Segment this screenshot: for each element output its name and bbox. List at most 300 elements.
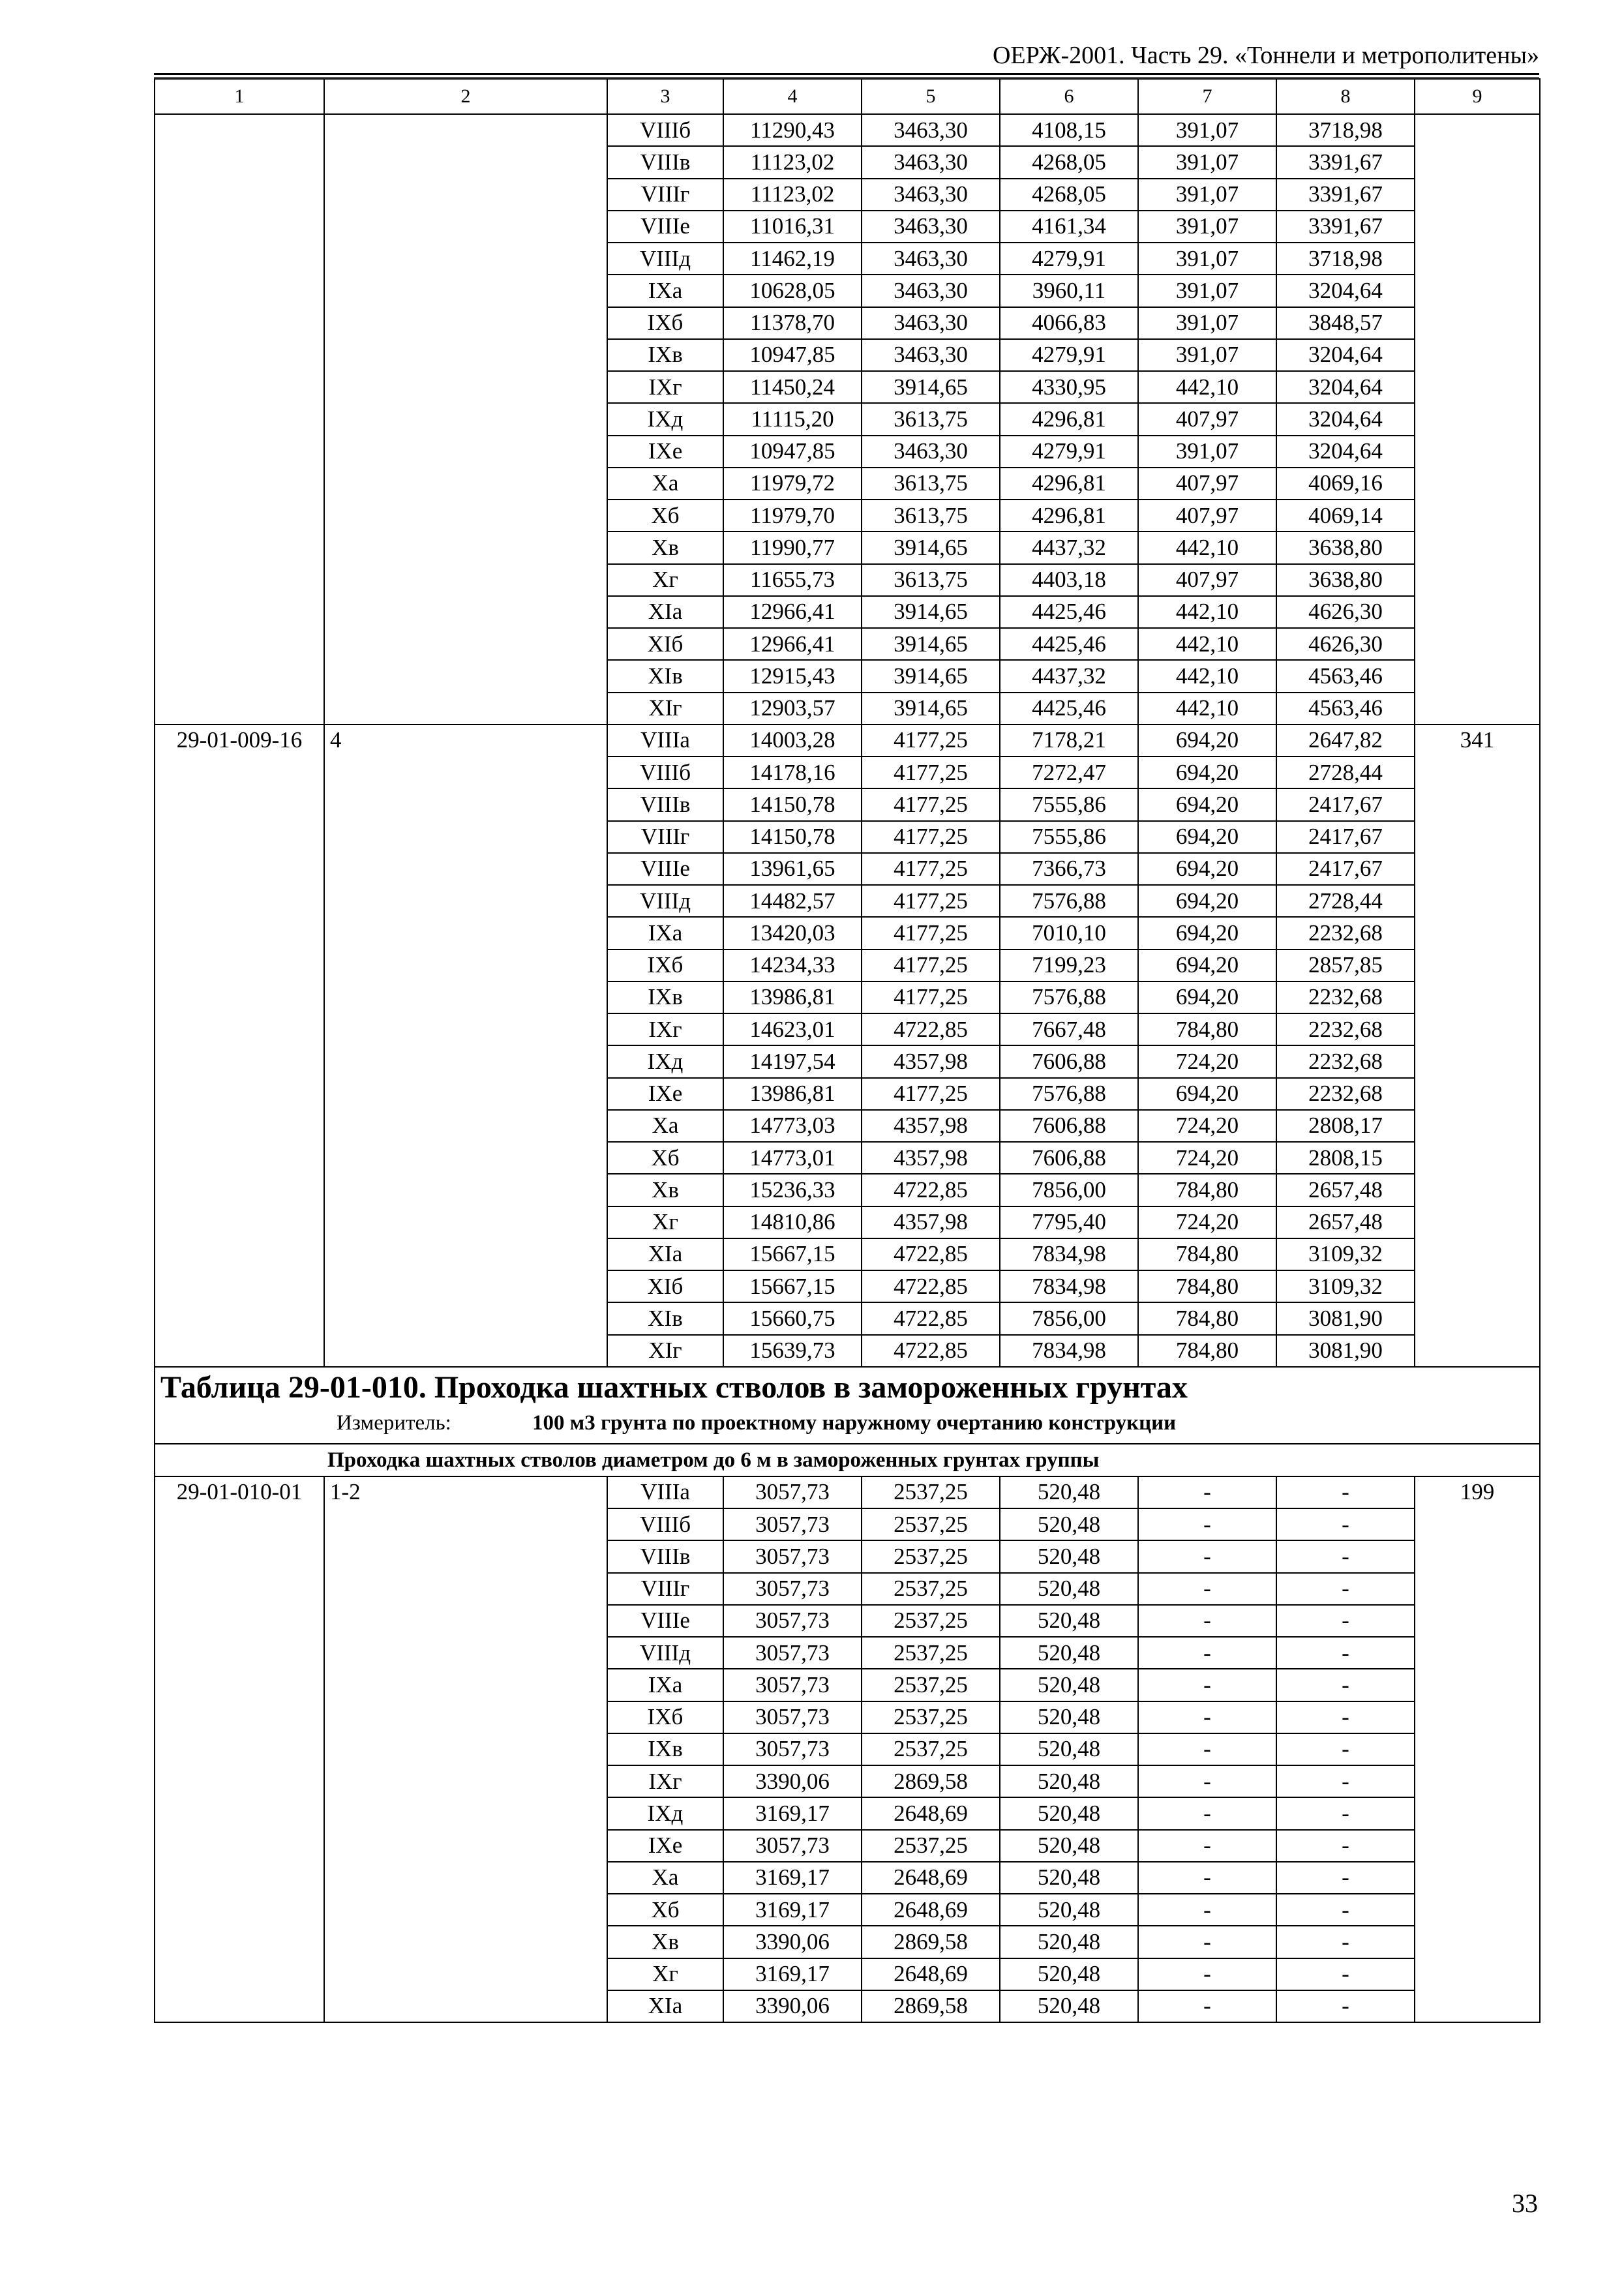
total-cost-cell: 3390,06 [723, 1990, 862, 2022]
region-cell: VIIIб [607, 114, 723, 146]
machines-cell: 520,48 [1000, 1958, 1138, 1990]
machines-cell: 4161,34 [1000, 211, 1138, 243]
region-cell: XIа [607, 1990, 723, 2022]
region-cell: XIг [607, 693, 723, 725]
wages-cell: 3463,30 [862, 275, 1000, 307]
materials-cell: 3718,98 [1276, 243, 1415, 275]
machines-cell: 520,48 [1000, 1990, 1138, 2022]
machines-cell: 7834,98 [1000, 1335, 1138, 1367]
wages-cell: 4722,85 [862, 1174, 1000, 1206]
region-cell: IXд [607, 403, 723, 435]
operator-wages-cell: 442,10 [1138, 531, 1276, 563]
wages-cell: 4177,25 [862, 1078, 1000, 1110]
materials-cell: 4069,16 [1276, 468, 1415, 500]
materials-cell: 4626,30 [1276, 596, 1415, 628]
wages-cell: 3914,65 [862, 531, 1000, 563]
operator-wages-cell: - [1138, 1990, 1276, 2022]
wages-cell: 4722,85 [862, 1013, 1000, 1045]
wages-cell: 2648,69 [862, 1797, 1000, 1829]
total-cost-cell: 3169,17 [723, 1797, 862, 1829]
wages-cell: 3613,75 [862, 403, 1000, 435]
machines-cell: 7856,00 [1000, 1174, 1138, 1206]
materials-cell: - [1276, 1990, 1415, 2022]
materials-cell: - [1276, 1862, 1415, 1894]
operator-wages-cell: - [1138, 1637, 1276, 1669]
region-cell: IXв [607, 1733, 723, 1765]
materials-cell: - [1276, 1669, 1415, 1701]
region-cell: XIб [607, 628, 723, 660]
materials-cell: - [1276, 1701, 1415, 1733]
materials-cell: - [1276, 1637, 1415, 1669]
table-subtitle-cell [155, 1444, 1540, 1476]
total-cost-cell: 3057,73 [723, 1540, 862, 1572]
total-cost-cell: 15639,73 [723, 1335, 862, 1367]
operator-wages-cell: - [1138, 1733, 1276, 1765]
operator-wages-cell: 694,20 [1138, 981, 1276, 1013]
rate-code-cell: 29-01-009-16 [155, 725, 324, 1367]
wages-cell: 4177,25 [862, 885, 1000, 917]
machines-cell: 520,48 [1000, 1862, 1138, 1894]
materials-cell: 3081,90 [1276, 1335, 1415, 1367]
operator-wages-cell: 391,07 [1138, 211, 1276, 243]
region-cell: IXе [607, 1078, 723, 1110]
materials-cell: - [1276, 1830, 1415, 1862]
wages-cell: 3463,30 [862, 114, 1000, 146]
wages-cell: 4357,98 [862, 1142, 1000, 1174]
materials-cell: - [1276, 1765, 1415, 1797]
materials-cell: 2232,68 [1276, 1078, 1415, 1110]
total-cost-cell: 11290,43 [723, 114, 862, 146]
total-cost-cell: 11450,24 [723, 371, 862, 403]
operator-wages-cell: 694,20 [1138, 788, 1276, 820]
region-cell: IXг [607, 371, 723, 403]
table-subtitle: Проходка шахтных стволов диаметром до 6 м в замороженных грунтах группы [327, 1448, 1100, 1472]
wages-cell: 2869,58 [862, 1926, 1000, 1958]
table-title-cell [155, 1367, 1540, 1444]
total-cost-cell: 11123,02 [723, 146, 862, 178]
wages-cell: 2869,58 [862, 1765, 1000, 1797]
wages-cell: 2648,69 [862, 1862, 1000, 1894]
total-cost-cell: 3057,73 [723, 1733, 862, 1765]
total-cost-cell: 3057,73 [723, 1637, 862, 1669]
operator-wages-cell: 784,80 [1138, 1270, 1276, 1302]
region-cell: VIIIб [607, 756, 723, 788]
wages-cell: 2537,25 [862, 1540, 1000, 1572]
machines-cell: 4066,83 [1000, 307, 1138, 339]
materials-cell: 3391,67 [1276, 211, 1415, 243]
machines-cell: 7795,40 [1000, 1206, 1138, 1238]
operator-wages-cell: 784,80 [1138, 1302, 1276, 1334]
total-cost-cell: 14810,86 [723, 1206, 862, 1238]
machines-cell: 4268,05 [1000, 146, 1138, 178]
total-cost-cell: 11462,19 [723, 243, 862, 275]
operator-wages-cell: 724,20 [1138, 1110, 1276, 1142]
region-cell: Xв [607, 1926, 723, 1958]
total-cost-cell: 11990,77 [723, 531, 862, 563]
wages-cell: 3463,30 [862, 211, 1000, 243]
machines-cell: 4279,91 [1000, 436, 1138, 468]
total-cost-cell: 3057,73 [723, 1830, 862, 1862]
region-cell: IXд [607, 1045, 723, 1077]
machines-cell: 520,48 [1000, 1637, 1138, 1669]
total-cost-cell: 14234,33 [723, 950, 862, 981]
operator-wages-cell: 694,20 [1138, 950, 1276, 981]
column-number: 1 [155, 79, 324, 114]
materials-cell: 2232,68 [1276, 981, 1415, 1013]
machines-cell: 520,48 [1000, 1797, 1138, 1829]
machines-cell: 520,48 [1000, 1733, 1138, 1765]
machines-cell: 7606,88 [1000, 1110, 1138, 1142]
materials-cell: 2417,67 [1276, 788, 1415, 820]
region-cell: Xб [607, 1142, 723, 1174]
region-cell: VIIIе [607, 1605, 723, 1637]
machines-cell: 4425,46 [1000, 596, 1138, 628]
operator-wages-cell: 407,97 [1138, 564, 1276, 596]
region-cell: IXг [607, 1765, 723, 1797]
machines-cell: 520,48 [1000, 1830, 1138, 1862]
table-title-row [155, 1367, 1540, 1444]
operator-wages-cell: - [1138, 1862, 1276, 1894]
total-cost-cell: 11378,70 [723, 307, 862, 339]
operator-wages-cell: 391,07 [1138, 114, 1276, 146]
column-number: 8 [1276, 79, 1415, 114]
labor-cell [1415, 114, 1540, 725]
region-cell: IXд [607, 1797, 723, 1829]
machines-cell: 7576,88 [1000, 981, 1138, 1013]
materials-cell: 3081,90 [1276, 1302, 1415, 1334]
total-cost-cell: 13986,81 [723, 981, 862, 1013]
wages-cell: 4177,25 [862, 950, 1000, 981]
region-cell: XIв [607, 1302, 723, 1334]
wages-cell: 2537,25 [862, 1701, 1000, 1733]
operator-wages-cell: - [1138, 1540, 1276, 1572]
total-cost-cell: 13420,03 [723, 917, 862, 949]
operator-wages-cell: 407,97 [1138, 403, 1276, 435]
machines-cell: 520,48 [1000, 1605, 1138, 1637]
operator-wages-cell: 391,07 [1138, 307, 1276, 339]
region-cell: IXб [607, 950, 723, 981]
total-cost-cell: 14197,54 [723, 1045, 862, 1077]
total-cost-cell: 14482,57 [723, 885, 862, 917]
unit-row [160, 1408, 1534, 1438]
region-cell: XIа [607, 596, 723, 628]
operator-wages-cell: - [1138, 1573, 1276, 1605]
operator-wages-cell: 407,97 [1138, 468, 1276, 500]
operator-wages-cell: 694,20 [1138, 853, 1276, 885]
labor-cell: 341 [1415, 725, 1540, 1367]
operator-wages-cell: - [1138, 1765, 1276, 1797]
wages-cell: 3463,30 [862, 307, 1000, 339]
region-cell: VIIIд [607, 885, 723, 917]
operator-wages-cell: - [1138, 1830, 1276, 1862]
region-cell: Xв [607, 1174, 723, 1206]
wages-cell: 3914,65 [862, 693, 1000, 725]
machines-cell: 7834,98 [1000, 1238, 1138, 1270]
region-cell: IXе [607, 436, 723, 468]
region-cell: Xа [607, 1862, 723, 1894]
operator-wages-cell: 724,20 [1138, 1142, 1276, 1174]
operator-wages-cell: - [1138, 1926, 1276, 1958]
wages-cell: 3914,65 [862, 596, 1000, 628]
materials-cell: 2857,85 [1276, 950, 1415, 981]
machines-cell: 4330,95 [1000, 371, 1138, 403]
operator-wages-cell: 694,20 [1138, 917, 1276, 949]
region-cell: IXа [607, 917, 723, 949]
materials-cell: - [1276, 1573, 1415, 1605]
materials-cell: 2657,48 [1276, 1174, 1415, 1206]
total-cost-cell: 12966,41 [723, 628, 862, 660]
header-rule-thin [154, 77, 1539, 78]
operator-wages-cell: 391,07 [1138, 179, 1276, 211]
total-cost-cell: 14623,01 [723, 1013, 862, 1045]
wages-cell: 2648,69 [862, 1958, 1000, 1990]
operator-wages-cell: 442,10 [1138, 628, 1276, 660]
machines-cell: 7856,00 [1000, 1302, 1138, 1334]
operator-wages-cell: 694,20 [1138, 756, 1276, 788]
unit-label: Измеритель: [337, 1411, 451, 1435]
materials-cell: 2808,17 [1276, 1110, 1415, 1142]
table-title: Таблица 29-01-010. Проходка шахтных стволов в замороженных грунтах [160, 1369, 1188, 1405]
wages-cell: 3613,75 [862, 468, 1000, 500]
total-cost-cell: 14150,78 [723, 788, 862, 820]
operator-wages-cell: 442,10 [1138, 693, 1276, 725]
machines-cell: 4296,81 [1000, 468, 1138, 500]
wages-cell: 4177,25 [862, 756, 1000, 788]
machines-cell: 7555,86 [1000, 788, 1138, 820]
machines-cell: 4437,32 [1000, 531, 1138, 563]
materials-cell: 3204,64 [1276, 436, 1415, 468]
total-cost-cell: 15667,15 [723, 1270, 862, 1302]
machines-cell: 7272,47 [1000, 756, 1138, 788]
region-cell: VIIIг [607, 1573, 723, 1605]
total-cost-cell: 3169,17 [723, 1862, 862, 1894]
total-cost-cell: 3057,73 [723, 1476, 862, 1508]
machines-cell: 520,48 [1000, 1669, 1138, 1701]
header-rule [154, 73, 1539, 75]
region-cell: IXе [607, 1830, 723, 1862]
table-row [155, 114, 1540, 146]
machines-cell: 7199,23 [1000, 950, 1138, 981]
operator-wages-cell: 724,20 [1138, 1045, 1276, 1077]
table-subtitle-row [155, 1444, 1540, 1476]
wages-cell: 2537,25 [862, 1637, 1000, 1669]
wages-cell: 4177,25 [862, 917, 1000, 949]
total-cost-cell: 3057,73 [723, 1573, 862, 1605]
machines-cell: 4108,15 [1000, 114, 1138, 146]
materials-cell: 2647,82 [1276, 725, 1415, 756]
materials-cell: 3204,64 [1276, 371, 1415, 403]
region-cell: IXг [607, 1013, 723, 1045]
materials-cell: 2728,44 [1276, 756, 1415, 788]
running-header: ОЕРЖ-2001. Часть 29. «Тоннели и метрополитены» [992, 42, 1539, 69]
operator-wages-cell: 391,07 [1138, 436, 1276, 468]
operator-wages-cell: 694,20 [1138, 725, 1276, 756]
machines-cell: 520,48 [1000, 1926, 1138, 1958]
total-cost-cell: 11979,70 [723, 500, 862, 531]
materials-cell: 3204,64 [1276, 275, 1415, 307]
materials-cell: 2808,15 [1276, 1142, 1415, 1174]
region-cell: IXб [607, 307, 723, 339]
wages-cell: 2537,25 [862, 1605, 1000, 1637]
wages-cell: 2537,25 [862, 1669, 1000, 1701]
wages-cell: 4357,98 [862, 1110, 1000, 1142]
machines-cell: 7576,88 [1000, 885, 1138, 917]
total-cost-cell: 11016,31 [723, 211, 862, 243]
operator-wages-cell: 694,20 [1138, 821, 1276, 853]
machines-cell: 520,48 [1000, 1894, 1138, 1926]
region-cell: IXа [607, 275, 723, 307]
region-cell: IXв [607, 339, 723, 371]
region-cell: VIIIд [607, 243, 723, 275]
soil-group-cell: 1-2 [324, 1476, 607, 2022]
machines-cell: 520,48 [1000, 1476, 1138, 1508]
materials-cell: - [1276, 1733, 1415, 1765]
machines-cell: 4403,18 [1000, 564, 1138, 596]
column-number: 6 [1000, 79, 1138, 114]
operator-wages-cell: 694,20 [1138, 1078, 1276, 1110]
materials-cell: 3109,32 [1276, 1238, 1415, 1270]
total-cost-cell: 14003,28 [723, 725, 862, 756]
operator-wages-cell: 784,80 [1138, 1174, 1276, 1206]
materials-cell: 2417,67 [1276, 853, 1415, 885]
machines-cell: 7834,98 [1000, 1270, 1138, 1302]
operator-wages-cell: - [1138, 1669, 1276, 1701]
operator-wages-cell: 694,20 [1138, 885, 1276, 917]
operator-wages-cell: 442,10 [1138, 371, 1276, 403]
soil-group-cell [324, 114, 607, 725]
machines-cell: 4425,46 [1000, 628, 1138, 660]
machines-cell: 520,48 [1000, 1765, 1138, 1797]
total-cost-cell: 3057,73 [723, 1605, 862, 1637]
total-cost-cell: 11655,73 [723, 564, 862, 596]
region-cell: VIIIв [607, 146, 723, 178]
materials-cell: 3638,80 [1276, 564, 1415, 596]
operator-wages-cell: - [1138, 1508, 1276, 1540]
operator-wages-cell: 391,07 [1138, 243, 1276, 275]
materials-cell: 4563,46 [1276, 693, 1415, 725]
materials-cell: 2232,68 [1276, 917, 1415, 949]
total-cost-cell: 14773,01 [723, 1142, 862, 1174]
total-cost-cell: 14178,16 [723, 756, 862, 788]
region-cell: IXа [607, 1669, 723, 1701]
operator-wages-cell: 784,80 [1138, 1238, 1276, 1270]
total-cost-cell: 15236,33 [723, 1174, 862, 1206]
column-number: 5 [862, 79, 1000, 114]
total-cost-cell: 3169,17 [723, 1958, 862, 1990]
wages-cell: 4722,85 [862, 1238, 1000, 1270]
machines-cell: 4279,91 [1000, 243, 1138, 275]
region-cell: VIIIа [607, 725, 723, 756]
total-cost-cell: 11123,02 [723, 179, 862, 211]
wages-cell: 2537,25 [862, 1733, 1000, 1765]
wages-cell: 4177,25 [862, 725, 1000, 756]
total-cost-cell: 3057,73 [723, 1701, 862, 1733]
price-table [154, 78, 1541, 2023]
region-cell: Xа [607, 468, 723, 500]
operator-wages-cell: - [1138, 1701, 1276, 1733]
region-cell: Xг [607, 1958, 723, 1990]
total-cost-cell: 14150,78 [723, 821, 862, 853]
wages-cell: 4357,98 [862, 1206, 1000, 1238]
region-cell: VIIIв [607, 788, 723, 820]
materials-cell: 3391,67 [1276, 146, 1415, 178]
operator-wages-cell: - [1138, 1958, 1276, 1990]
operator-wages-cell: 391,07 [1138, 275, 1276, 307]
total-cost-cell: 11979,72 [723, 468, 862, 500]
operator-wages-cell: 391,07 [1138, 339, 1276, 371]
region-cell: Xа [607, 1110, 723, 1142]
total-cost-cell: 14773,03 [723, 1110, 862, 1142]
machines-cell: 520,48 [1000, 1573, 1138, 1605]
labor-cell: 199 [1415, 1476, 1540, 2022]
table-row [155, 1476, 1540, 1508]
materials-cell: - [1276, 1958, 1415, 1990]
machines-cell: 7366,73 [1000, 853, 1138, 885]
machines-cell: 7555,86 [1000, 821, 1138, 853]
region-cell: XIв [607, 660, 723, 692]
wages-cell: 3613,75 [862, 500, 1000, 531]
region-cell: VIIIд [607, 1637, 723, 1669]
materials-cell: - [1276, 1508, 1415, 1540]
machines-cell: 7010,10 [1000, 917, 1138, 949]
total-cost-cell: 11115,20 [723, 403, 862, 435]
materials-cell: 3848,57 [1276, 307, 1415, 339]
wages-cell: 4177,25 [862, 981, 1000, 1013]
region-cell: IXв [607, 981, 723, 1013]
column-number: 4 [723, 79, 862, 114]
materials-cell: 2417,67 [1276, 821, 1415, 853]
operator-wages-cell: 442,10 [1138, 596, 1276, 628]
region-cell: XIа [607, 1238, 723, 1270]
wages-cell: 3463,30 [862, 146, 1000, 178]
unit-text: 100 м3 грунта по проектному наружному очертанию конструкции [532, 1411, 1177, 1435]
operator-wages-cell: - [1138, 1476, 1276, 1508]
region-cell: VIIIе [607, 211, 723, 243]
machines-cell: 4296,81 [1000, 403, 1138, 435]
total-cost-cell: 13961,65 [723, 853, 862, 885]
total-cost-cell: 10947,85 [723, 339, 862, 371]
region-cell: VIIIг [607, 179, 723, 211]
materials-cell: 4069,14 [1276, 500, 1415, 531]
wages-cell: 3463,30 [862, 243, 1000, 275]
rate-code-cell: 29-01-010-01 [155, 1476, 324, 2022]
operator-wages-cell: - [1138, 1894, 1276, 1926]
column-number: 2 [324, 79, 607, 114]
operator-wages-cell: 724,20 [1138, 1206, 1276, 1238]
machines-cell: 7576,88 [1000, 1078, 1138, 1110]
wages-cell: 2537,25 [862, 1476, 1000, 1508]
wages-cell: 4177,25 [862, 853, 1000, 885]
total-cost-cell: 10628,05 [723, 275, 862, 307]
materials-cell: - [1276, 1926, 1415, 1958]
table-row [155, 725, 1540, 756]
materials-cell: 4626,30 [1276, 628, 1415, 660]
operator-wages-cell: - [1138, 1605, 1276, 1637]
wages-cell: 4177,25 [862, 821, 1000, 853]
materials-cell: 3638,80 [1276, 531, 1415, 563]
operator-wages-cell: - [1138, 1797, 1276, 1829]
region-cell: Xг [607, 564, 723, 596]
wages-cell: 3613,75 [862, 564, 1000, 596]
materials-cell: - [1276, 1797, 1415, 1829]
column-number: 3 [607, 79, 723, 114]
materials-cell: 2657,48 [1276, 1206, 1415, 1238]
materials-cell: - [1276, 1540, 1415, 1572]
materials-cell: 2232,68 [1276, 1045, 1415, 1077]
wages-cell: 3914,65 [862, 628, 1000, 660]
machines-cell: 7606,88 [1000, 1142, 1138, 1174]
total-cost-cell: 12903,57 [723, 693, 862, 725]
